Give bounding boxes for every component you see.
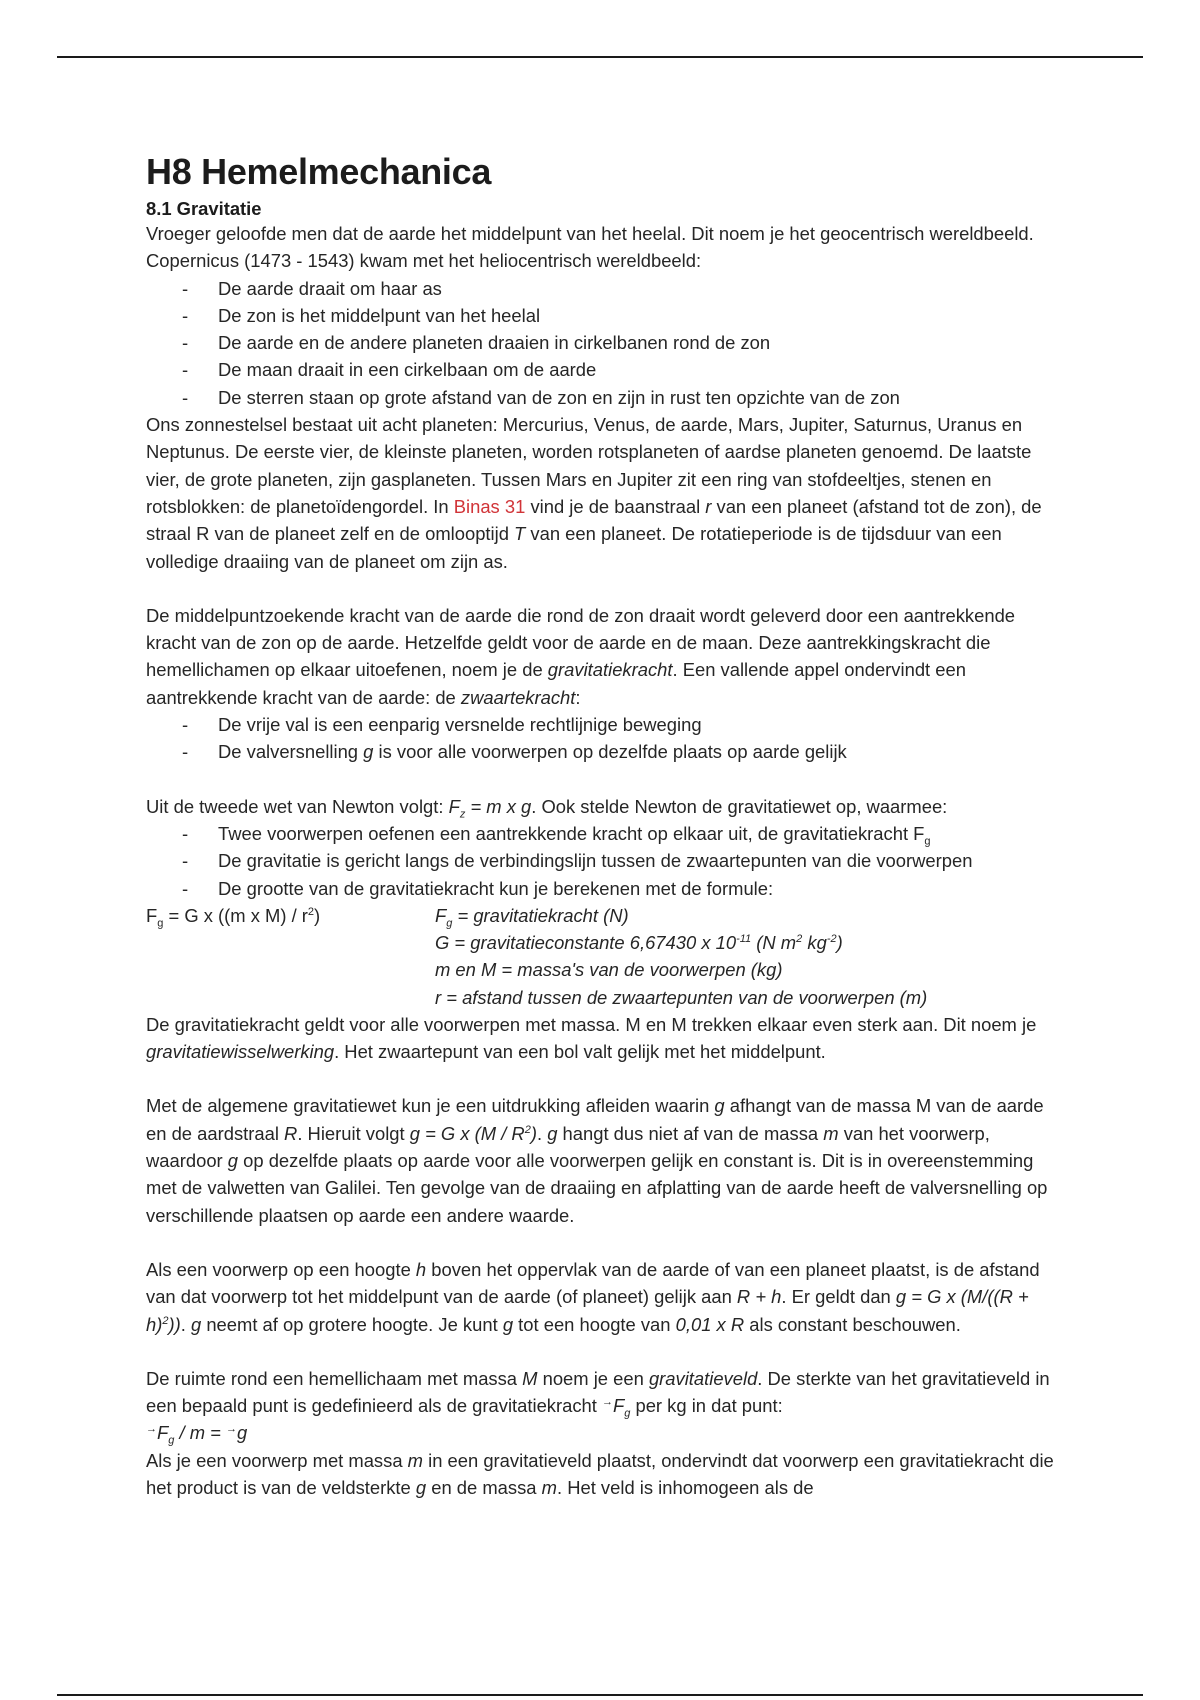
gravitation-formula bbox=[146, 902, 1066, 1011]
document-body bbox=[146, 146, 1066, 1501]
list-item: - De gravitatie is gericht langs de verbindingslijn tussen de zwaartepunten van die voorwerpen bbox=[146, 847, 1066, 874]
formula-main: $F_g = G$ x ((m x $M) / r^2$) bbox=[146, 904, 321, 930]
general-law-paragraph: Met de algemene gravitatiewet kun je een uitdrukking afleiden waarin g afhangt van de massa M van de aarde en de aardstraal R. Hieruit volgt g = G x $(M / R^2)$. g hangt dus niet af van de massa m van het voorwerp, waardoor g op dezelfde plaats op aarde voor alle voorwerpen gelijk en constant is. Dit is in overeenstemming met de valwetten van Galilei. Ten gevolge van de draaiing en afplatting van de aarde heeft de valversnelling op verschillende plaatsen op aarde een andere waarde. bbox=[146, 1095, 1048, 1226]
list-item: - De maan draait in een cirkelbaan om de aarde bbox=[146, 356, 1066, 383]
list-item: - De sterren staan op grote afstand van de zon en zijn in rust ten opzichte van de zon bbox=[146, 384, 1066, 411]
list-item: - De zon is het middelpunt van het heelal bbox=[146, 302, 1066, 329]
page-title: H8 Hemelmechanica bbox=[146, 151, 492, 192]
solar-system-paragraph: Ons zonnestelsel bestaat uit acht planeten: Mercurius, Venus, de aarde, Mars, Jupiter, Saturnus, Uranus en Neptunus. De eerste vier, de kleinste planeten, worden rotsplaneten of aardse planeten genoemd. De laatste vier, de grote planeten, zijn gasplaneten. Tussen Mars en Jupiter zit een ring van stofdeeltjes, stenen en rotsblokken: de planetoïdengordel. In Binas 31 vind je de baanstraal r van een planeet (afstand tot de zon), de straal R van de planeet zelf en de omlooptijd T van een planeet. De rotatieperiode is de tijdsduur van een volledige draaiing van de planeet om zijn as. bbox=[146, 414, 1042, 572]
heliocentric-list bbox=[146, 275, 1066, 411]
binas-reference: Binas 31 bbox=[453, 495, 526, 517]
top-rule bbox=[57, 56, 1143, 58]
newton-paragraph: Uit de tweede wet van Newton volgt: $F_z = m$ x g. Ook stelde Newton de gravitatiewet op, waarmee: bbox=[146, 795, 948, 821]
last-paragraph: Als je een voorwerp met massa m in een gravitatieveld plaatst, ondervindt dat voorwerp een gravitatiekracht die het product is van de veldsterkte g en de massa m. Het veld is inhomogeen als de bbox=[146, 1449, 1054, 1498]
list-item: - De vrije val is een eenparig versnelde rechtlijnige beweging bbox=[146, 711, 1066, 738]
intro-paragraph: Vroeger geloofde men dat de aarde het middelpunt van het heelal. Dit noem je het geocentrisch wereldbeeld. Copernicus (1473 - 1543) kwam met het heliocentrisch wereldbeeld: bbox=[146, 223, 1034, 272]
list-item: - De grootte van de gravitatiekracht kun je berekenen met de formule: bbox=[146, 875, 1066, 902]
legend-line: r = afstand tussen de zwaartepunten van de voorwerpen (m) bbox=[435, 986, 928, 1008]
bottom-rule bbox=[57, 1694, 1143, 1696]
section-heading: 8.1 Gravitatie bbox=[146, 198, 262, 219]
legend-line: G = gravitatieconstante 6,67430 x $10^{-11}$ (N $m^2$ $kg^{-2}$) bbox=[435, 932, 843, 954]
list-item: - De valversnelling g is voor alle voorwerpen op dezelfde plaats op aarde gelijk bbox=[146, 738, 1066, 765]
formula-legend bbox=[435, 902, 927, 1011]
list-item: - De aarde en de andere planeten draaien in cirkelbanen rond de zon bbox=[146, 329, 1066, 356]
height-paragraph: Als een voorwerp op een hoogte h boven het oppervlak van de aarde of van een planeet plaatst, is de afstand van dat voorwerp tot het middelpunt van de aarde (of planeet) gelijk aan R + h. Er geldt dan g = G x $(M/((R + h)^2))$. g neemt af op grotere hoogte. Je kunt g tot een hoogte van 0,01 x R als constant beschouwen. bbox=[146, 1258, 1040, 1335]
fall-list bbox=[146, 711, 1066, 766]
central-force-paragraph: De middelpuntzoekende kracht van de aarde die rond de zon draait wordt geleverd door een aantrekkende kracht van de zon op de aarde. Hetzelfde geldt voor de aarde en de maan. Deze aantrekkingskracht die hemellichamen op elkaar uitoefenen, noem je de gravitatiekracht. Een vallende appel ondervindt een aantrekkende kracht van de aarde: de zwaartekracht: bbox=[146, 604, 1016, 708]
legend-line: m en M = massa's van de voorwerpen (kg) bbox=[435, 959, 783, 981]
list-item: - De aarde draait om haar as bbox=[146, 275, 1066, 302]
legend-line: $F_g$ = gravitatiekracht (N) bbox=[435, 904, 629, 930]
newton-list bbox=[146, 820, 1066, 902]
list-item: - Twee voorwerpen oefenen een aantrekkende kracht op elkaar uit, de gravitatiekracht $F_g$ bbox=[146, 820, 1066, 847]
interaction-paragraph: De gravitatiekracht geldt voor alle voorwerpen met massa. M en M trekken elkaar even sterk aan. Dit noem je gravitatiewisselwerking. Het zwaartepunt van een bol valt gelijk met het middelpunt. bbox=[146, 1013, 1037, 1063]
field-paragraph: De ruimte rond een hemellichaam met massa M noem je een gravitatieveld. De sterkte van het gravitatieveld in een bepaald punt is gedefinieerd als de gravitatiekracht $^\to F_g$ per kg in dat punt: $^\to F_g / m = ^\to g$ bbox=[146, 1367, 1050, 1448]
